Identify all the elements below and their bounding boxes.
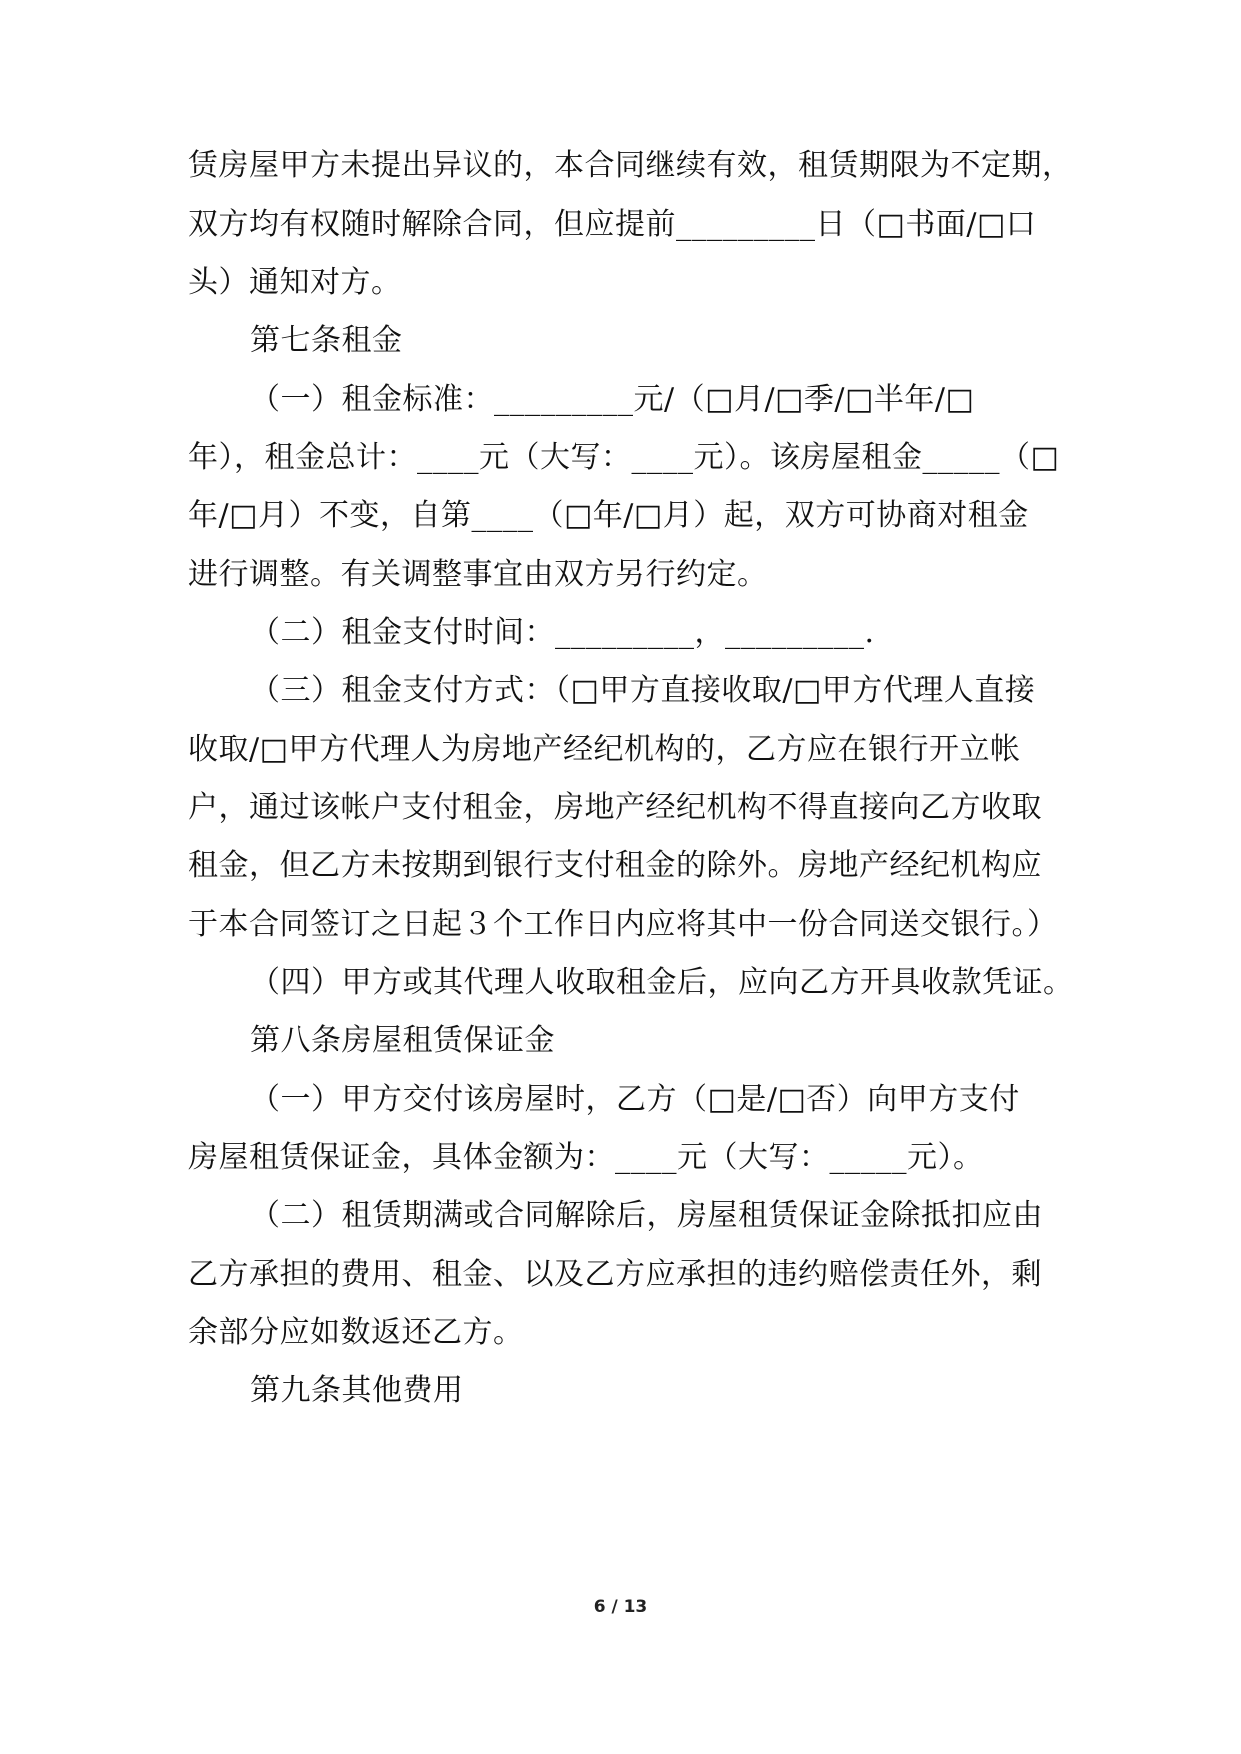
paragraph-line: 双方均有权随时解除合同，但应提前_________日（□书面/□口: [188, 207, 1037, 242]
page-number: 6 / 13: [593, 1597, 648, 1617]
paragraph-line: （一）甲方交付该房屋时，乙方（□是/□否）向甲方支付: [250, 1082, 1020, 1117]
paragraph-line: 进行调整。有关调整事宜由双方另行约定。: [188, 557, 768, 592]
paragraph-line: 余部分应如数返还乙方。: [188, 1315, 524, 1350]
paragraph-line: 于本合同签订之日起３个工作日内应将其中一份合同送交银行。）: [188, 907, 1058, 942]
paragraph-line: 年），租金总计：____元（大写：____元）。该房屋租金_____（□: [188, 440, 1060, 475]
paragraph-line: （一）租金标准：_________元/（□月/□季/□半年/□: [250, 382, 975, 417]
paragraph-line: 户，通过该帐户支付租金，房地产经纪机构不得直接向乙方收取: [188, 790, 1042, 825]
paragraph-line: 年/□月）不变，自第____（□年/□月）起，双方可协商对租金: [188, 498, 1029, 533]
section-heading-article-9: 第九条其他费用: [250, 1373, 464, 1408]
paragraph-line: 乙方承担的费用、租金、以及乙方应承担的违约赔偿责任外，剩: [188, 1257, 1042, 1292]
paragraph-line: 头）通知对方。: [188, 265, 402, 300]
paragraph-line: 赁房屋甲方未提出异议的，本合同继续有效，租赁期限为不定期，: [188, 148, 1073, 183]
section-heading-article-8: 第八条房屋租赁保证金: [250, 1023, 555, 1058]
paragraph-line: 租金，但乙方未按期到银行支付租金的除外。房地产经纪机构应: [188, 848, 1042, 883]
paragraph-line: （二）租赁期满或合同解除后，房屋租赁保证金除抵扣应由: [250, 1198, 1043, 1233]
paragraph-line: 收取/□甲方代理人为房地产经纪机构的，乙方应在银行开立帐: [188, 732, 1021, 767]
paragraph-line: （二）租金支付时间：_________，_________.: [250, 615, 875, 650]
paragraph-line: （三）租金支付方式：（□甲方直接收取/□甲方代理人直接: [250, 673, 1036, 708]
paragraph-line: （四）甲方或其代理人收取租金后，应向乙方开具收款凭证。: [250, 965, 1074, 1000]
paragraph-line: 房屋租赁保证金，具体金额为：____元（大写：_____元）。: [188, 1140, 984, 1175]
section-heading-article-7: 第七条租金: [250, 323, 403, 358]
